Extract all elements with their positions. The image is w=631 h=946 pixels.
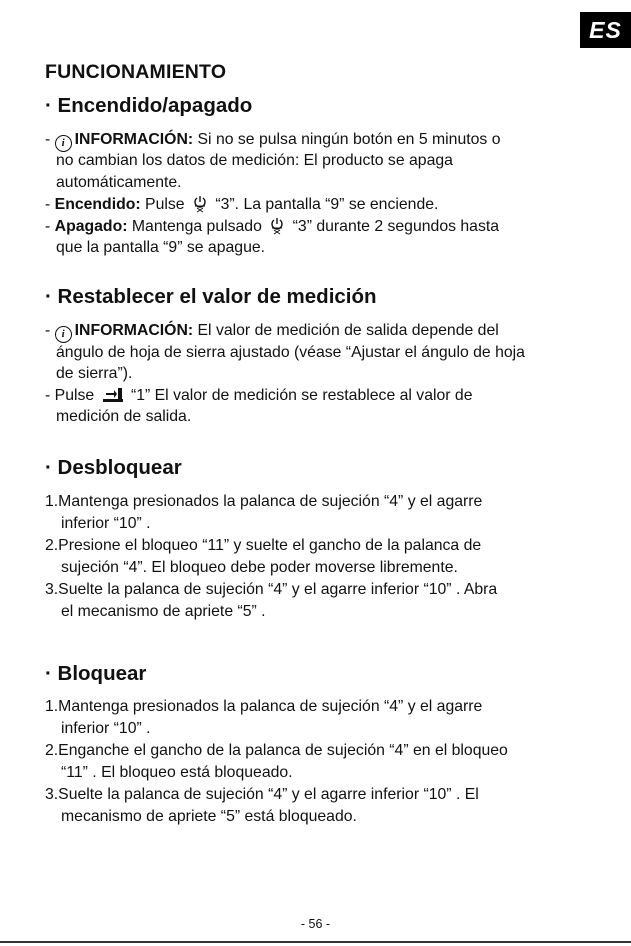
power-info-label: INFORMACIÓN: <box>74 131 194 148</box>
power-off-line-2: que la pantalla “9” se apague. <box>56 239 266 256</box>
reset-info-line-3: de sierra”). <box>56 365 133 382</box>
power-off-post: “3” durante 2 segundos hasta <box>288 218 500 235</box>
power-on-post: “3”. La pantalla “9” se enciende. <box>210 196 439 213</box>
section-heading-power: · Encendido/apagado <box>45 94 253 117</box>
info-icon: i <box>55 326 72 343</box>
reset-info-text-1: El valor de medición de salida depende del <box>193 322 499 339</box>
lock-step-line: inferior “10” . <box>61 720 151 737</box>
reset-press-line <box>45 386 473 406</box>
info-icon: i <box>55 135 72 152</box>
power-off-line <box>45 217 499 237</box>
unlock-step-line: sujeción “4”. El bloqueo debe poder moverse libremente. <box>61 559 458 576</box>
lock-step-line: 1.Mantenga presionados la palanca de sujeción “4” y el agarre <box>45 698 483 715</box>
lock-step-line: “11” . El bloqueo está bloqueado. <box>61 764 293 781</box>
power-off-label: Apagado: <box>54 218 128 235</box>
power-button-icon <box>270 217 284 235</box>
bottom-divider <box>0 941 631 943</box>
power-off-pre: Mantenga pulsado <box>127 218 267 235</box>
power-on-pre: Pulse <box>140 196 189 213</box>
unlock-step-line: inferior “10” . <box>61 515 151 532</box>
page-title: FUNCIONAMIENTO <box>45 61 227 83</box>
dash: - <box>45 196 55 213</box>
reset-info-label: INFORMACIÓN: <box>74 322 194 339</box>
language-badge: ES <box>580 12 631 48</box>
power-on-line <box>45 195 438 215</box>
lock-step-line: mecanismo de apriete “5” está bloqueado. <box>61 808 357 825</box>
power-button-icon <box>193 195 207 213</box>
reset-press-post: “1” El valor de medición se restablece al valor de <box>126 387 473 404</box>
dash: - <box>45 322 55 339</box>
power-info-line-3: automáticamente. <box>56 174 182 191</box>
reset-arrow-icon <box>103 388 123 402</box>
section-heading-reset: · Restablecer el valor de medición <box>45 285 377 308</box>
dash: - <box>45 387 55 404</box>
reset-press-pre: Pulse <box>54 387 99 404</box>
dash: - <box>45 218 55 235</box>
section-heading-unlock: · Desbloquear <box>45 456 182 479</box>
section-heading-lock: · Bloquear <box>45 662 147 685</box>
reset-press-line-2: medición de salida. <box>56 408 192 425</box>
dash: - <box>45 131 55 148</box>
power-info-line-1 <box>45 130 501 152</box>
lock-step-line: 2.Enganche el gancho de la palanca de sujeción “4” en el bloqueo <box>45 742 508 759</box>
lock-step-line: 3.Suelte la palanca de sujeción “4” y el agarre inferior “10” . El <box>45 786 479 803</box>
unlock-step-line: el mecanismo de apriete “5” . <box>61 603 266 620</box>
page-number: - 56 - <box>300 917 331 931</box>
reset-info-line-1 <box>45 321 499 343</box>
power-info-text-1: Si no se pulsa ningún botón en 5 minutos o <box>193 131 501 148</box>
unlock-step-line: 1.Mantenga presionados la palanca de sujeción “4” y el agarre <box>45 493 483 510</box>
power-on-label: Encendido: <box>54 196 141 213</box>
power-info-line-2: no cambian los datos de medición: El producto se apaga <box>56 152 453 169</box>
unlock-step-line: 2.Presione el bloqueo “11” y suelte el gancho de la palanca de <box>45 537 482 554</box>
unlock-step-line: 3.Suelte la palanca de sujeción “4” y el agarre inferior “10” . Abra <box>45 581 498 598</box>
reset-info-line-2: ángulo de hoja de sierra ajustado (véase “Ajustar el ángulo de hoja <box>56 344 525 361</box>
